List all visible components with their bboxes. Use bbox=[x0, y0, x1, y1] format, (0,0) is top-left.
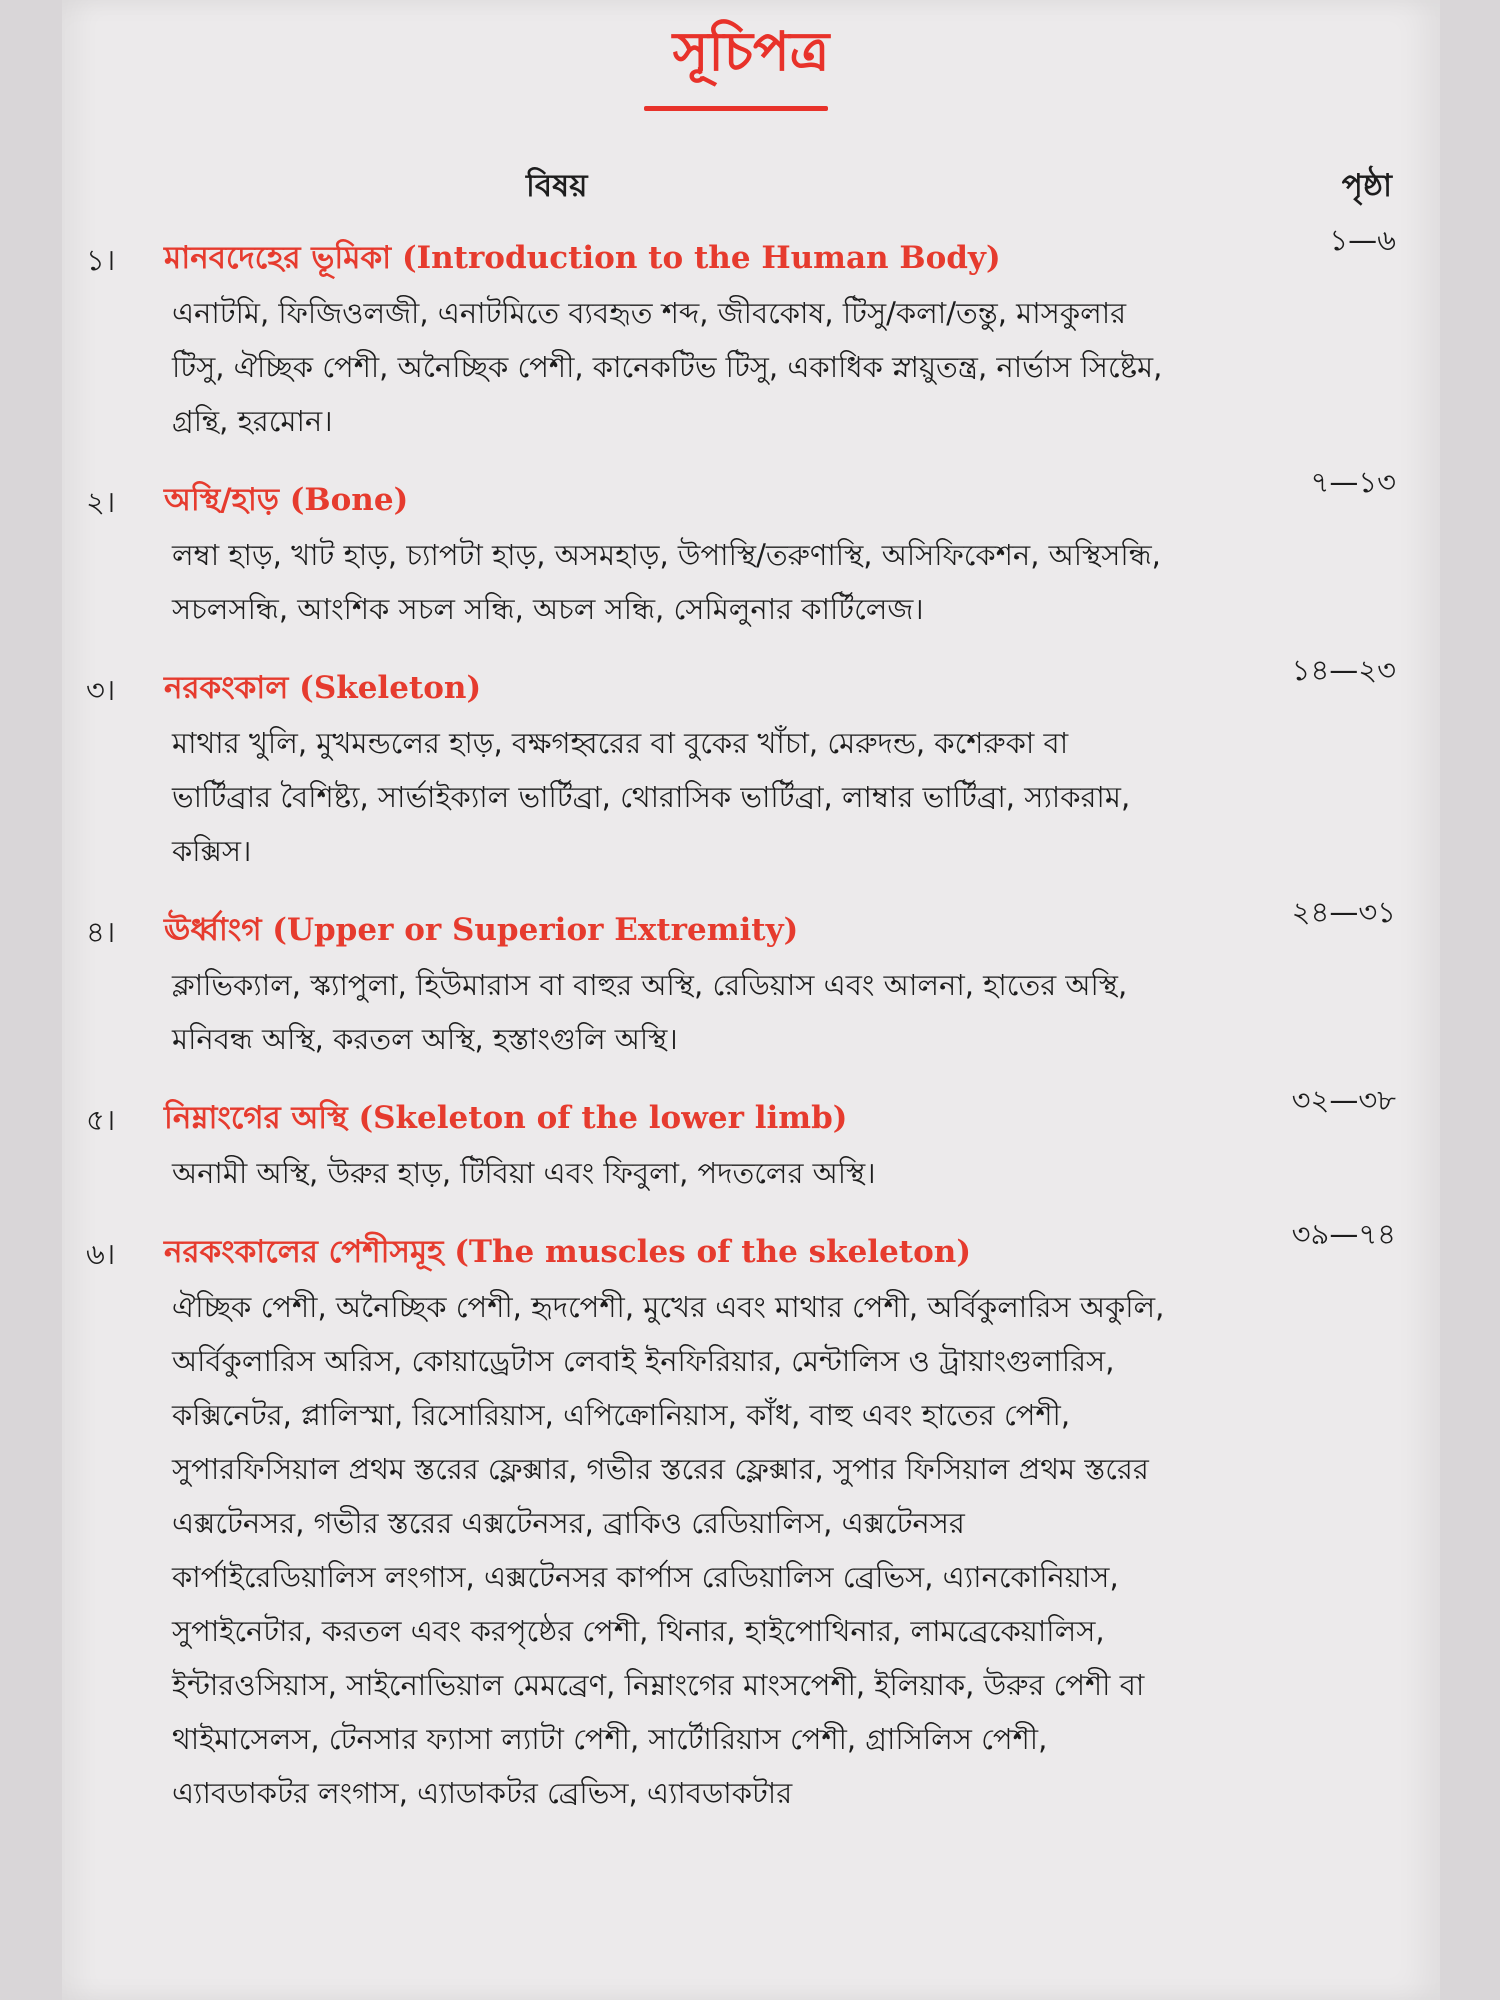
entry-description: মাথার খুলি, মুখমন্ডলের হাড়, বক্ষগহ্বরের বা বুকের খাঁচা, মেরুদন্ড, কশেরুকা বা ভার্টিব্রার বৈশিষ্ট্য, সার্ভাইক্যাল ভার্টিব্রা, থোরাসিক ভার্টিব্রা, লাম্বার ভার্টিব্রা, স্যাকরাম, কক্সিস। bbox=[172, 726, 1131, 868]
entry-description: ঐচ্ছিক পেশী, অনৈচ্ছিক পেশী, হৃদপেশী, মুখের এবং মাথার পেশী, অর্বিকুলারিস অকুলি, অর্বিকুলারিস অরিস, কোয়াড্রেটাস লেবাই ইনফিরিয়ার, মেন্টালিস ও ট্রায়াংগুলারিস, কক্সিনেটর, প্লালিস্মা, রিসোরিয়াস, এপিক্রোনিয়াস, কাঁধ, বাহু এবং হাতের পেশী, সুপারফিসিয়াল প্রথম স্তরের ফ্লেক্সার, গভীর স্তরের ফ্লেক্সার, সুপার ফিসিয়াল প্রথম স্তরের এক্সটেনসর, গভীর স্তরের এক্সটেনসর, ব্রাকিও রেডিয়ালিস, এক্সটেনসর কার্পাইরেডিয়ালিস লংগাস, এক্সটেনসর কার্পাস রেডিয়ালিস ব্রেভিস, এ্যানকোনিয়াস, সুপাইনেটার, করতল এবং করপৃষ্ঠের পেশী, থিনার, হাইপোথিনার, লামব্রেকেয়ালিস, ইন্টারওসিয়াস, সাইনোভিয়াল মেমব্রেণ, নিম্নাংগের মাংসপেশী, ইলিয়াক, উরুর পেশী বা থাইমাসেলস, টেনসার ফ্যাসা ল্যাটা পেশী, সার্টোরিয়াস পেশী, গ্রাসিলিস পেশী, এ্যাবডাকটর লংগাস, এ্যাডাকটর ব্রেভিস, এ্যাবডাকটার bbox=[172, 1290, 1165, 1810]
column-header-subject: বিষয় bbox=[526, 168, 588, 204]
toc-entry-head bbox=[62, 465, 1440, 528]
entry-number: ২। bbox=[86, 485, 116, 519]
entry-page-range: ২৪—৩১ bbox=[1291, 895, 1396, 929]
entry-page-range: ১৪—২৩ bbox=[1291, 653, 1396, 687]
page-title: সূচিপত্র bbox=[672, 20, 830, 83]
entry-page-range: ১—৬ bbox=[1329, 223, 1396, 257]
entry-description: ক্লাভিক্যাল, স্ক্যাপুলা, হিউমারাস বা বাহুর অস্থি, রেডিয়াস এবং আলনা, হাতের অস্থি, মনিবন্ধ অস্থি, করতল অস্থি, হস্তাংগুলি অস্থি। bbox=[172, 968, 1128, 1056]
entry-number: ৪। bbox=[86, 915, 116, 949]
entry-number: ৬। bbox=[86, 1237, 116, 1271]
title-underline bbox=[644, 106, 828, 111]
column-header-page: পৃষ্ঠা bbox=[1341, 168, 1392, 204]
entry-heading: মানবদেহের ভূমিকা (Introduction to the Human Body) bbox=[164, 240, 1001, 276]
entry-description: এনাটমি, ফিজিওলজী, এনাটমিতে ব্যবহৃত শব্দ, জীবকোষ, টিসু/কলা/তন্তু, মাসকুলার টিসু, ঐচ্ছিক পেশী, অনৈচ্ছিক পেশী, কানেকটিভ টিসু, একাধিক স্নায়ুতন্ত্র, নার্ভাস সিষ্টেম, গ্রন্থি, হরমোন। bbox=[172, 296, 1163, 438]
entry-page-range: ৭—১৩ bbox=[1310, 465, 1396, 499]
toc-entry bbox=[62, 653, 1440, 878]
toc-entry-head bbox=[62, 1217, 1440, 1280]
entry-heading: ঊর্ধ্বাংগ (Upper or Superior Extremity) bbox=[164, 912, 799, 948]
entry-page-range: ৩৯—৭৪ bbox=[1291, 1217, 1396, 1251]
toc-entry bbox=[62, 895, 1440, 1066]
toc-entry bbox=[62, 223, 1440, 448]
entry-page-range: ৩২—৩৮ bbox=[1291, 1083, 1396, 1117]
toc-entry-head bbox=[62, 1083, 1440, 1146]
entry-heading: নরকংকালের পেশীসমূহ (The muscles of the skeleton) bbox=[164, 1234, 972, 1270]
entry-heading: নিম্নাংগের অস্থি (Skeleton of the lower limb) bbox=[164, 1100, 848, 1136]
entry-heading: নরকংকাল (Skeleton) bbox=[164, 670, 482, 706]
toc-entry bbox=[62, 1217, 1440, 1820]
toc-entry-head bbox=[62, 895, 1440, 958]
entry-number: ৩। bbox=[86, 673, 116, 707]
entry-number: ১। bbox=[86, 243, 116, 277]
entry-number: ৫। bbox=[86, 1103, 116, 1137]
toc-entry-head bbox=[62, 653, 1440, 716]
book-page bbox=[62, 0, 1440, 2000]
entry-description: লম্বা হাড়, খাট হাড়, চ্যাপটা হাড়, অসমহাড়, উপাস্থি/তরুণাস্থি, অসিফিকেশন, অস্থিসন্ধি, সচলসন্ধি, আংশিক সচল সন্ধি, অচল সন্ধি, সেমিলুনার কার্টিলেজ। bbox=[172, 538, 1161, 626]
entry-heading: অস্থি/হাড় (Bone) bbox=[164, 482, 409, 518]
toc-entry-head bbox=[62, 223, 1440, 286]
toc-entry bbox=[62, 465, 1440, 636]
toc-list bbox=[62, 223, 1440, 1846]
toc-entry bbox=[62, 1083, 1440, 1200]
entry-description: অনামী অস্থি, উরুর হাড়, টিবিয়া এবং ফিবুলা, পদতলের অস্থি। bbox=[172, 1156, 876, 1190]
